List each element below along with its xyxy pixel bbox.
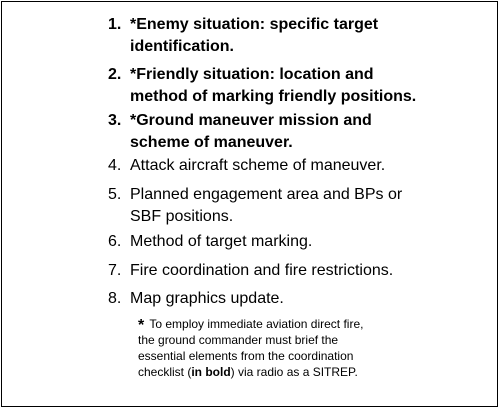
item-number: 7. [108,262,122,279]
item-text-line1: Planned engagement area and BPs or [130,186,403,203]
checklist-item-2 [108,64,416,108]
item-number: 5. [108,186,122,203]
item-number: 3. [108,112,122,129]
item-text-line1: Method of target marking. [130,233,313,250]
item-text-line1: Attack aircraft scheme of maneuver. [130,157,386,174]
item-text-line1: *Enemy situation: specific target [130,16,379,33]
item-text-line1: Fire coordination and fire restrictions. [130,262,394,279]
footnote-text-before: To employ immediate aviation direct fire, the ground commander must brief the essential elements from the coordination checklist ( [138,317,364,379]
item-number: 6. [108,233,122,250]
item-number: 4. [108,157,122,174]
checklist-item-4 [108,155,385,177]
item-text-line2: scheme of maneuver. [130,134,293,151]
item-text-line2: SBF positions. [130,208,234,225]
item-text-line2: method of marking friendly positions. [130,88,417,105]
item-number: 2. [108,66,122,83]
footnote-text-after: ) via radio as a SITREP. [230,365,358,379]
item-text-line2: identification. [130,38,234,55]
checklist-item-7 [108,260,393,282]
item-number: 8. [108,290,122,307]
checklist-item-1 [108,14,378,58]
checklist-item-5 [108,184,402,228]
footnote-asterisk: * [138,317,145,334]
checklist-item-6 [108,231,312,253]
item-text-line1: *Friendly situation: location and [130,66,374,83]
checklist-item-3 [108,110,372,154]
footnote-bold-text: in bold [191,365,231,379]
item-text-line1: Map graphics update. [130,290,284,307]
item-number: 1. [108,16,122,33]
item-text-line1: *Ground maneuver mission and [130,112,372,129]
footnote [138,316,378,380]
checklist-item-8 [108,288,284,310]
checklist-frame [1,1,498,407]
